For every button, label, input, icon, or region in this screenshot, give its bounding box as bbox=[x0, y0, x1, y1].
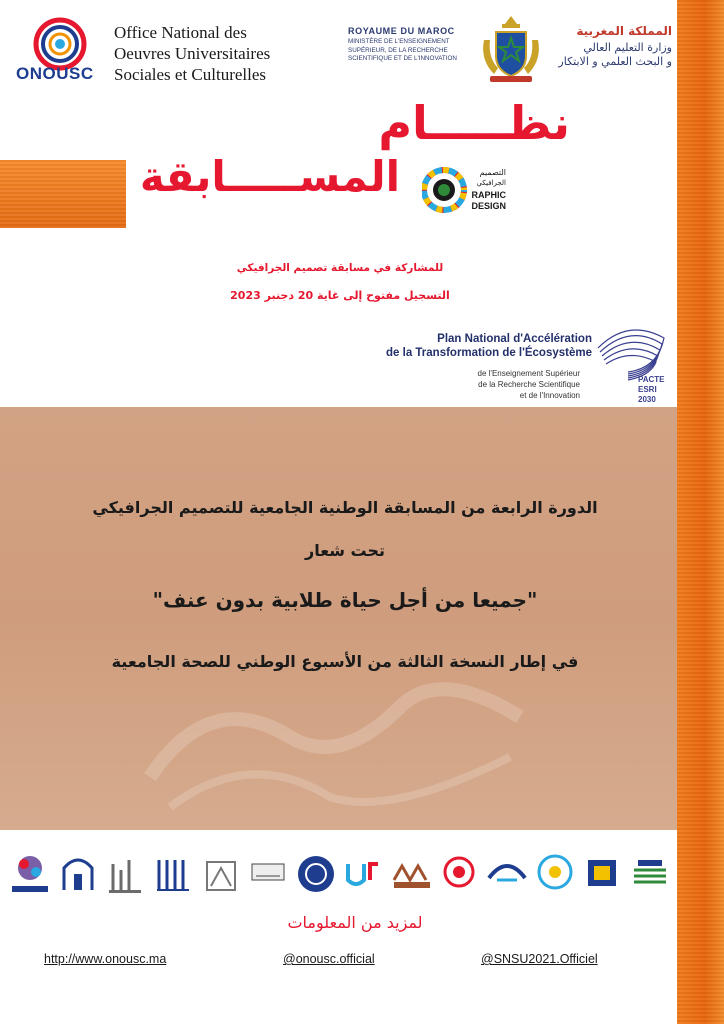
university-logo-icon bbox=[390, 850, 434, 898]
university-logo-icon bbox=[533, 850, 577, 898]
gd-logo-text: RAPHIC bbox=[471, 190, 506, 200]
orange-accent-block bbox=[0, 160, 126, 228]
page-title-line2: المســـــابقة bbox=[139, 152, 400, 201]
university-logo-icon bbox=[580, 850, 624, 898]
ministry-french bbox=[348, 26, 468, 64]
royaume-label: ROYAUME DU MAROC bbox=[348, 26, 455, 36]
participation-subtitle: للمشاركة في مسابقة تصميم الجرافيكي bbox=[236, 262, 444, 274]
university-logo-icon bbox=[342, 850, 386, 898]
plan-sub-line: de la Recherche Scientifique bbox=[478, 380, 580, 389]
graphic-design-logo-icon bbox=[422, 162, 508, 218]
onousc-full-name bbox=[114, 22, 270, 85]
plan-line: Plan National d'Accélération bbox=[437, 333, 592, 345]
onousc-acronym: ONOUSC bbox=[16, 64, 94, 83]
pacte-esri-logo-icon bbox=[590, 318, 672, 406]
gd-logo-text: DESIGN bbox=[471, 201, 506, 211]
ministere-line: MINISTÈRE DE L'ENSEIGNEMENT bbox=[348, 38, 450, 45]
slogan: "جميعا من أجل حياة طلابية بدون عنف" bbox=[152, 588, 538, 612]
onousc-name-line: Oeuvres Universitaires bbox=[114, 44, 271, 63]
ministry-arabic-line: وزارة التعليم العالي bbox=[583, 41, 672, 54]
onousc-name-line: Office National des bbox=[114, 23, 247, 42]
plan-national-text bbox=[380, 332, 592, 401]
plan-sub-line: de l'Enseignement Supérieur bbox=[477, 369, 580, 378]
context-line: في إطار النسخة الثالثة من الأسبوع الوطني للصحة الجامعية bbox=[111, 652, 579, 671]
gd-logo-text: التصميم bbox=[479, 168, 506, 177]
university-logo-icon bbox=[103, 850, 147, 898]
ministere-line: SCIENTIFIQUE ET DE L'INNOVATION bbox=[348, 55, 457, 62]
pacte-text: PACTE bbox=[638, 375, 665, 384]
university-logo-icon bbox=[246, 850, 290, 898]
university-logo-icon bbox=[199, 850, 243, 898]
pacte-text: ESRI bbox=[638, 385, 657, 394]
university-logo-icon bbox=[151, 850, 195, 898]
university-logo-icon bbox=[56, 850, 100, 898]
university-logos-row bbox=[8, 846, 672, 902]
morocco-emblem-icon bbox=[476, 10, 546, 86]
watermark-pattern bbox=[130, 657, 550, 817]
more-info-label: لمزيد من المعلومات bbox=[287, 913, 423, 932]
university-logo-icon bbox=[294, 850, 338, 898]
page-title-line1: نظـــــام bbox=[378, 96, 570, 150]
registration-deadline: التسجيل مفتوح إلى غاية 20 دجنبر 2023 bbox=[230, 289, 450, 302]
university-logo-icon bbox=[485, 850, 529, 898]
ministry-arabic-line: و البحث العلمي و الابتكار bbox=[558, 55, 672, 68]
orange-side-stripe bbox=[677, 0, 724, 1024]
plan-line: de la Transformation de l'Écosystème bbox=[386, 347, 592, 359]
instagram-link[interactable]: @onousc.official bbox=[283, 952, 375, 966]
ministere-line: SUPÉRIEUR, DE LA RECHERCHE bbox=[348, 46, 448, 54]
plan-sub-line: et de l'Innovation bbox=[519, 391, 580, 400]
university-logo-icon bbox=[628, 850, 672, 898]
pacte-text: 2030 bbox=[638, 395, 656, 404]
university-logo-icon bbox=[8, 850, 52, 898]
university-logo-icon bbox=[437, 850, 481, 898]
gd-logo-text: الجرافيكي bbox=[476, 179, 506, 187]
competition-edition-line: الدورة الرابعة من المسابقة الوطنية الجامعية للتصميم الجرافيكي bbox=[92, 498, 598, 517]
facebook-link[interactable]: @SNSU2021.Officiel bbox=[481, 952, 598, 966]
main-content-block bbox=[0, 407, 677, 830]
website-link[interactable]: http://www.onousc.ma bbox=[44, 952, 167, 966]
onousc-name-line: Sociales et Culturelles bbox=[114, 65, 267, 84]
kingdom-arabic: المملكة المغربية bbox=[576, 24, 672, 38]
slogan-intro: تحت شعار bbox=[304, 541, 386, 560]
ministry-arabic bbox=[552, 24, 672, 68]
